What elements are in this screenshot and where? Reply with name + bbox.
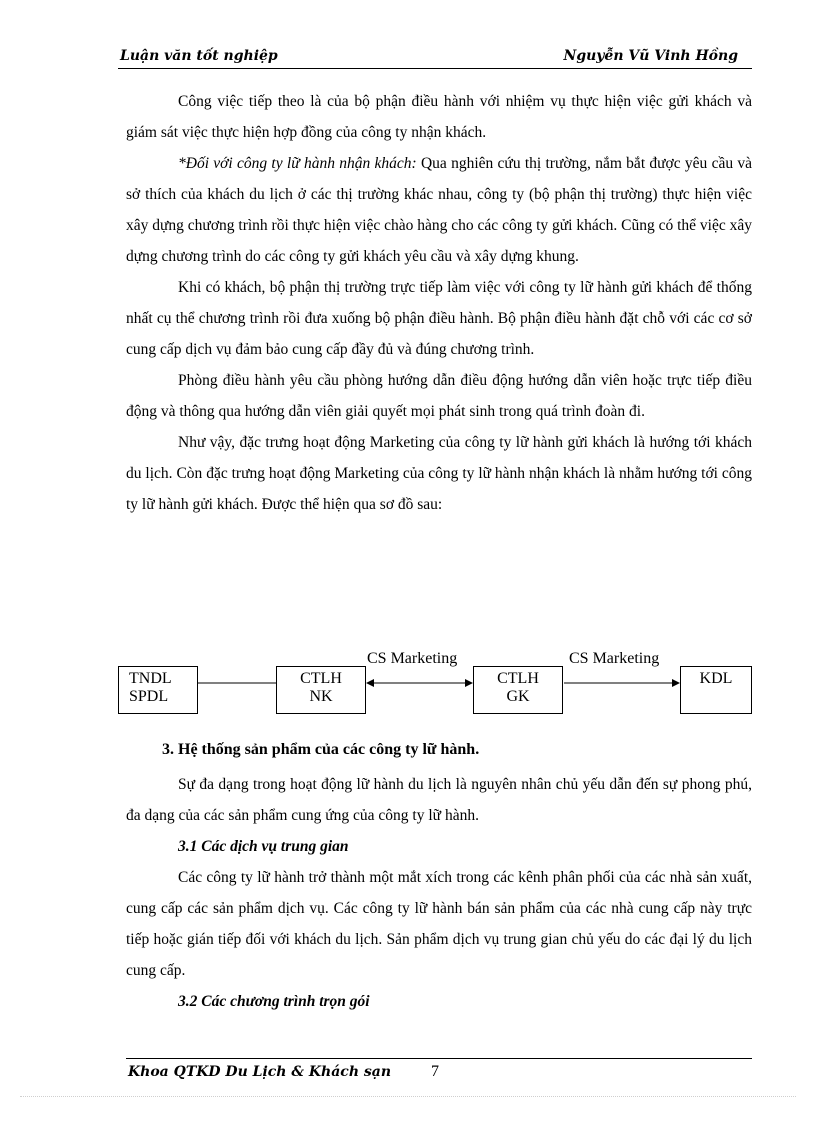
box2-line2: NK (309, 688, 333, 705)
paragraph-3: Khi có khách, bộ phận thị trường trực tiếp làm việc với công ty lữ hành gửi khách để thống nhất cụ thể chương trình rồi đưa xuống bộ phận điều hành. Bộ phận điều hành đặt chỗ với các cơ sở cung cấp dịch vụ đảm bảo cung cấp đầy đủ và đúng chương trình. (126, 279, 752, 358)
box4-line1: KDL (699, 670, 733, 687)
box1-line1: TNDL (129, 670, 172, 687)
box-kdl (680, 666, 752, 714)
box-tndl-spdl (118, 666, 198, 714)
page-footer (126, 1058, 752, 1081)
section-3-intro: Sự đa dạng trong hoạt động lữ hành du lịch là nguyên nhân chủ yếu dẫn đến sự phong phú, đa dạng của các sản phẩm cung ứng của công ty lữ hành. (126, 776, 752, 824)
paragraph-1: Công việc tiếp theo là của bộ phận điều hành với nhiệm vụ thực hiện việc gửi khách và giám sát việc thực hiện hợp đồng của công ty nhận khách. (126, 93, 752, 141)
subsection-3-1-title: 3.1 Các dịch vụ trung gian (178, 838, 349, 855)
box3-line2: GK (506, 688, 530, 705)
header-author: Nguyễn Vũ Vinh Hồng (563, 48, 738, 64)
paragraph-5: Như vậy, đặc trưng hoạt động Marketing của công ty lữ hành gửi khách là hướng tới khách du lịch. Còn đặc trưng hoạt động Marketing của công ty lữ hành nhận khách là nhằm hướng tới công ty lữ hành gửi khách. Được thể hiện qua sơ đồ sau: (126, 434, 752, 513)
subsection-3-1-text: Các công ty lữ hành trở thành một mắt xích trong các kênh phân phối của các nhà sản xuất, cung cấp các sản phẩm dịch vụ. Các công ty lữ hành bán sản phẩm của các nhà cung cấp này trực tiếp hoặc gián tiếp đối với khách du lịch. Sản phẩm dịch vụ trung gian chủ yếu do các đại lý du lịch cung cấp. (126, 869, 752, 979)
box-ctlh-nk (276, 666, 366, 714)
receiving-company-text: Qua nghiên cứu thị trường, nắm bắt được yêu cầu và sở thích của khách du lịch ở các thị trường khác nhau, công ty (bộ phận thị trường) thực hiện việc xây dựng chương trình rồi thực hiện việc chào hàng cho các công ty gửi khách. Cũng có thể việc xây dựng chương trình do các công ty gửi khách yêu cầu và xây dựng khung. (126, 155, 752, 265)
page-bottom-edge (20, 1096, 796, 1097)
body-text-section-3 (126, 769, 752, 1017)
cs-marketing-label-1: CS Marketing (367, 650, 458, 667)
marketing-flow-diagram (118, 644, 754, 722)
receiving-company-label: *Đối với công ty lữ hành nhận khách: (178, 155, 417, 172)
cs-marketing-label-2: CS Marketing (569, 650, 660, 667)
page-number: 7 (431, 1063, 439, 1080)
section-3-title: 3. Hệ thống sản phẩm của các công ty lữ hành. (162, 741, 480, 758)
box-ctlh-gk (473, 666, 563, 714)
box2-line1: CTLH (300, 670, 342, 687)
paragraph-4: Phòng điều hành yêu cầu phòng hướng dẫn điều động hướng dẫn viên hoặc trực tiếp điều động và thông qua hướng dẫn viên giải quyết mọi phát sinh trong quá trình đoàn đi. (126, 372, 752, 420)
subsection-3-2-title: 3.2 Các chương trình trọn gói (178, 993, 370, 1010)
paragraph-receiving-company (126, 148, 752, 272)
box1-line2: SPDL (129, 688, 169, 705)
body-text-top (126, 86, 752, 520)
page-header (118, 46, 752, 69)
footer-faculty: Khoa QTKD Du Lịch & Khách sạn (128, 1064, 391, 1080)
header-left-title: Luận văn tốt nghiệp (120, 48, 278, 64)
box3-line1: CTLH (497, 670, 539, 687)
